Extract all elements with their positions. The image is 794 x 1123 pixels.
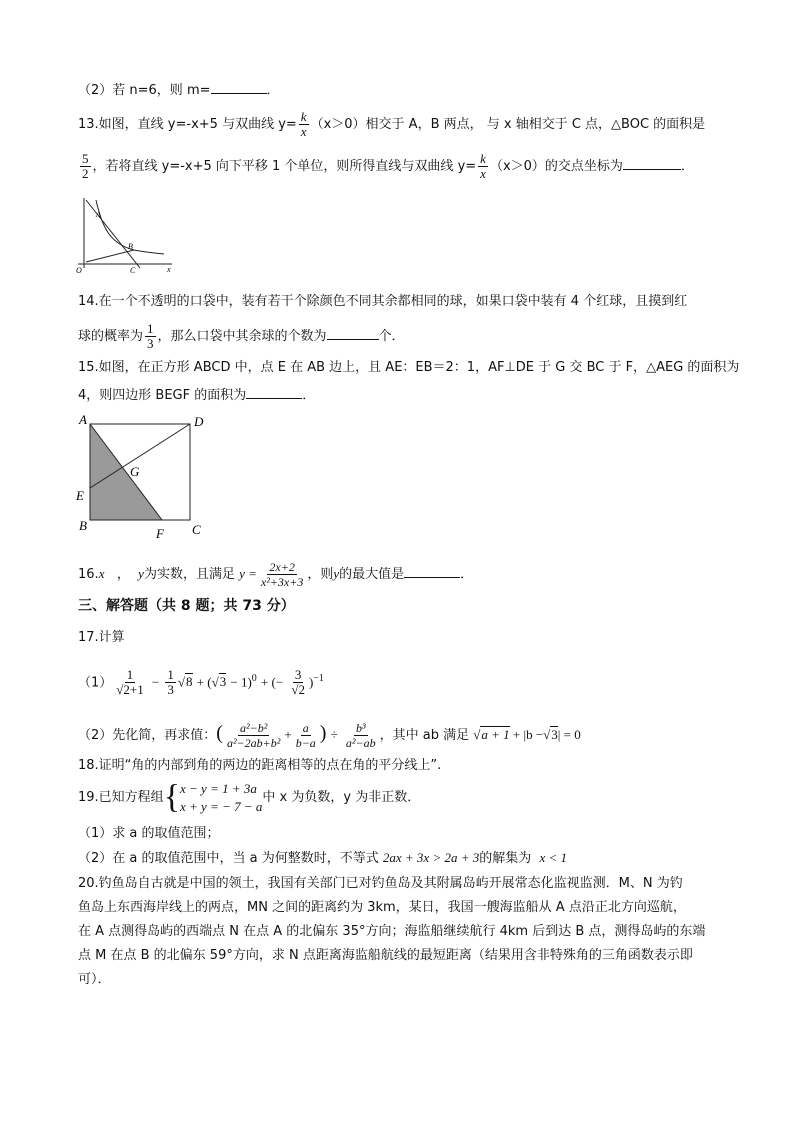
- fraction-a: $\frac{\text{a²−b²}}{\text{a²−2ab+b²}}$: [226, 721, 281, 750]
- q20-line4: 点 M 在点 B 的北偏东 59°方向，求 N 点距离海监船航线的最短距离（结果用含非特殊角的三角函数表示即: [78, 948, 693, 963]
- fraction-3: $\frac{3}{√2}$: [291, 667, 305, 698]
- label-x: x: [167, 265, 171, 274]
- sqrt-8: √8: [177, 674, 193, 690]
- label-C: C: [130, 266, 136, 275]
- y-fraction: $\frac{2x+2}{\text{x²+3x+3}}$: [260, 560, 304, 589]
- q20-line5: 可）．: [78, 972, 111, 987]
- label-F: F: [156, 526, 164, 538]
- answer-blank[interactable]: [211, 79, 267, 94]
- q12-part2: （2）若 n=6，则 m= ．: [78, 79, 280, 101]
- equation-system: x − y = 1 + 3a x + y = − 7 − a: [180, 780, 263, 814]
- q17-title: 17.计算: [78, 630, 125, 645]
- fraction-1: $\frac{1}{√2+1}$: [116, 667, 144, 698]
- condition-expression: √a + 1 + |b −√3| = 0: [473, 727, 581, 742]
- q19-part1: （1）求 a 的取值范围；: [78, 826, 220, 841]
- label-B: B: [79, 518, 87, 533]
- k-over-x-fraction: $\frac{k}{x}$: [300, 109, 307, 139]
- q14-line1: 14.在一个不透明的口袋中，装有若干个除颜色不同其余都相同的球，如果口袋中装有 4 个红球，且摸到红: [78, 294, 688, 309]
- q20-line1: 20.钓鱼岛自古就是中国的领土，我国有关部门已对钓鱼岛及其附属岛屿开展常态化监视监测．M、N 为钓: [78, 876, 683, 891]
- label-G: G: [130, 464, 140, 479]
- q17-part1: （1） $\frac{1}{√2+1}$ − $\frac{1}{3}$ $√8 + (√3 - 1)^0$ + (− $\frac{3}{√2}$ )$^{-1}$: [78, 667, 324, 698]
- q19-part2: （2）在 a 的取值范围中，当 a 为何整数时，不等式 2ax + 3x > 2a + 3的解集为 x < 1: [78, 850, 568, 866]
- probability-fraction: $\frac{1}{3}$: [147, 321, 154, 351]
- q17-part2: （2）先化简，再求值：( $\frac{\text{a²−b²}}{\text{a²−2ab+b²}}$ + $\frac{a}{b-a}$ ) ÷ $\frac{\text{b³}}{\text{a²−ab}}$ ，其中 ab 满足 √a + 1 + |b −√3| = 0: [78, 721, 581, 750]
- q16-line: 16.x ， y为实数，且满足 y = $\frac{2x+2}{\text{x²+3x+3}}$ ，则y的最大值是 ．: [78, 560, 474, 589]
- q14-line2: 球的概率为 $\frac{1}{3}$ ，那么口袋中其余球的个数为 个．: [78, 321, 405, 351]
- segment-OB: [86, 250, 134, 262]
- answer-blank[interactable]: [404, 563, 460, 578]
- answer-blank[interactable]: [623, 155, 681, 170]
- label-A: A: [79, 412, 87, 427]
- left-brace: {: [163, 778, 181, 816]
- q19-line: 19.已知方程组{ x − y = 1 + 3a x + y = − 7 − a 中 x 为负数，y 为非正数．: [78, 778, 421, 816]
- label-A: A: [96, 210, 101, 219]
- label-O: O: [76, 266, 82, 275]
- answer-blank[interactable]: [327, 325, 379, 340]
- q15-line2: 4，则四边形 BEGF 的面积为 ．: [78, 384, 315, 406]
- q18-line: 18.证明“角的内部到角的两边的距离相等的点在角的平分线上”.: [78, 758, 442, 773]
- label-B: B: [128, 242, 133, 251]
- sqrt-3: √3: [211, 674, 227, 690]
- q20-line3: 在 A 点测得岛屿的西端点 N 在点 A 的北偏东 35°方向；海监船继续航行 4km 后到达 B 点，测得岛屿的东端: [78, 924, 706, 939]
- q13-line2: $\frac{5}{2}$ ，若将直线 y=-x+5 向下平移 1 个单位，则所得直线与双曲线 y= $\frac{k}{x}$ （x＞0）的交点坐标为 ．: [82, 151, 694, 181]
- fraction-2: $\frac{1}{3}$: [167, 667, 174, 698]
- q20-line2: 鱼岛上东西海岸线上的两点，MN 之间的距离约为 3km，某日，我国一艘海监船从 A 点沿正北方向巡航，: [78, 900, 686, 915]
- fraction-c: $\frac{\text{b³}}{\text{a²−ab}}$: [345, 721, 376, 750]
- label-C: C: [192, 522, 201, 537]
- label-E: E: [76, 488, 84, 503]
- label-D: D: [194, 414, 204, 429]
- k-over-x-fraction: $\frac{k}{x}$: [480, 151, 486, 181]
- q15-line1: 15.如图，在正方形 ABCD 中，点 E 在 AB 边上，且 AE：EB＝2：1，AF⊥DE 于 G 交 BC 于 F，△AEG 的面积为: [78, 360, 740, 375]
- q13-figure: [72, 192, 178, 276]
- fraction-b: $\frac{a}{b-a}$: [295, 721, 316, 750]
- line-y-eq-neg-x-plus-5: [86, 200, 140, 268]
- section3-title: 三、解答题（共 8 题；共 73 分）: [78, 598, 295, 614]
- answer-blank[interactable]: [246, 384, 302, 399]
- q15-figure: [70, 410, 210, 538]
- area-fraction: $\frac{5}{2}$: [82, 151, 89, 181]
- q13-line1: 13.如图，直线 y=-x+5 与双曲线 y= $\frac{k}{x}$ （x＞0）相交于 A，B 两点， 与 x 轴相交于 C 点，△BOC 的面积是: [78, 109, 706, 139]
